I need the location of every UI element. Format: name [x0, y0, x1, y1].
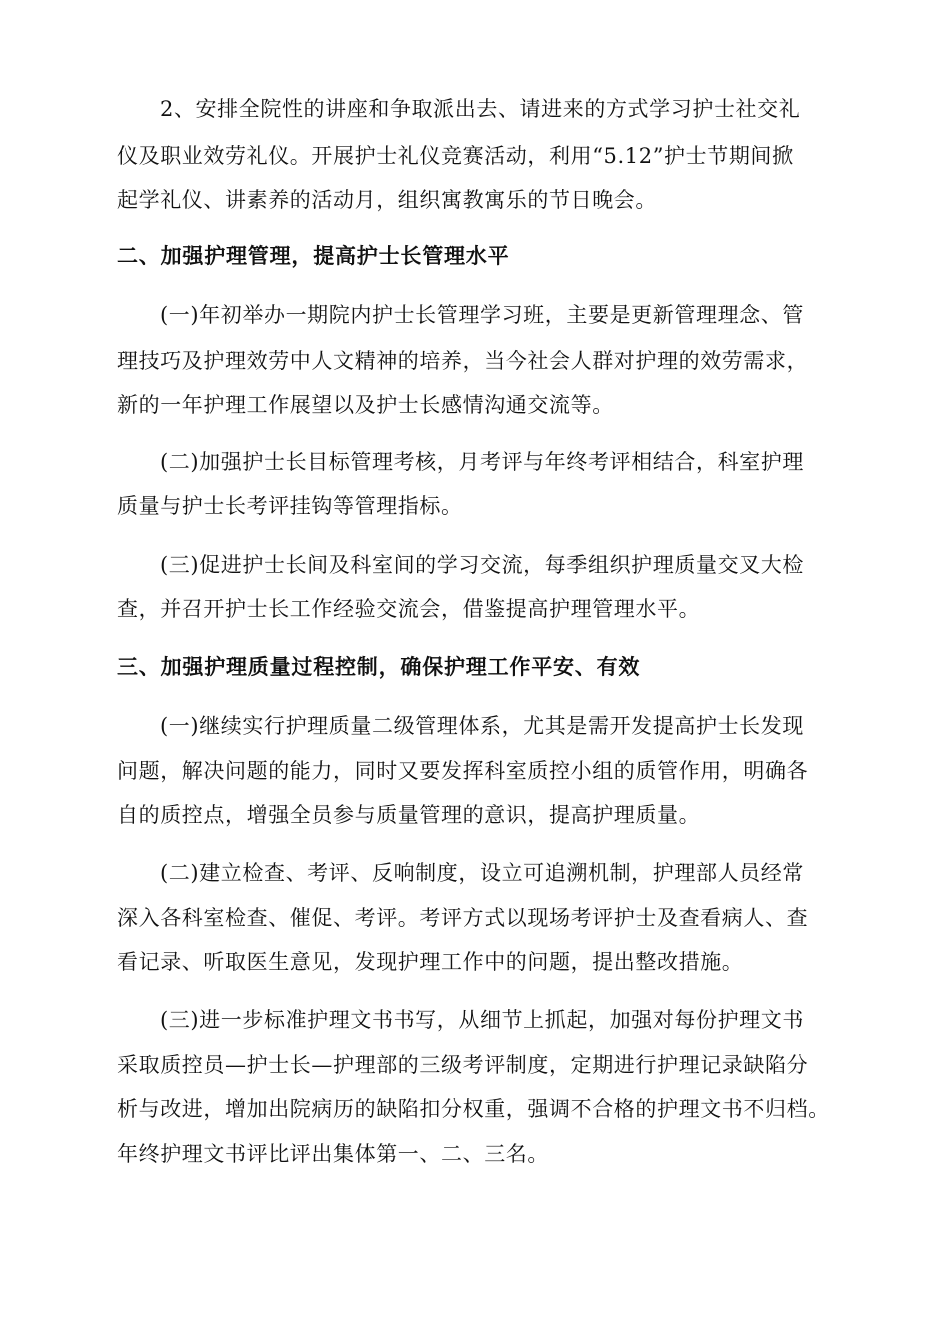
paragraph-line: 问题，解决问题的能力，同时又要发挥科室质控小组的质管作用，明确各 [117, 759, 809, 783]
paragraph-line: 查，并召开护士长工作经验交流会，借鉴提高护理管理水平。 [117, 597, 701, 621]
paragraph-line: (三)促进护士长间及科室间的学习交流，每季组织护理质量交叉大检 [160, 553, 804, 577]
section-heading: 二、加强护理管理，提高护士长管理水平 [117, 244, 510, 268]
paragraph-line: 新的一年护理工作展望以及护士长感情沟通交流等。 [117, 393, 614, 417]
paragraph-line: 自的质控点，增强全员参与质量管理的意识，提高护理质量。 [117, 803, 701, 827]
paragraph-line: 年终护理文书评比评出集体第一、二、三名。 [117, 1142, 549, 1166]
paragraph-line: 质量与护士长考评挂钩等管理指标。 [117, 494, 463, 518]
paragraph-line: (一)继续实行护理质量二级管理体系，尤其是需开发提高护士长发现 [160, 714, 804, 738]
section-heading: 三、加强护理质量过程控制，确保护理工作平安、有效 [117, 655, 641, 679]
paragraph-line: 深入各科室检查、催促、考评。考评方式以现场考评护士及查看病人、查 [117, 906, 809, 930]
paragraph-line: 起学礼仪、讲素养的活动月，组织寓教寓乐的节日晚会。 [117, 188, 657, 212]
paragraph-line: (二)建立检查、考评、反响制度，设立可追溯机制，护理部人员经常 [160, 861, 804, 885]
paragraph-line: (三)进一步标准护理文书书写，从细节上抓起，加强对每份护理文书 [160, 1008, 804, 1032]
paragraph-line: 2、安排全院性的讲座和争取派出去、请进来的方式学习护士社交礼 [160, 97, 801, 121]
paragraph-line: 看记录、听取医生意见，发现护理工作中的问题，提出整改措施。 [117, 950, 744, 974]
paragraph-line: (一)年初举办一期院内护士长管理学习班，主要是更新管理理念、管 [160, 303, 804, 327]
paragraph-line: (二)加强护士长目标管理考核，月考评与年终考评相结合，科室护理 [160, 450, 804, 474]
paragraph-line: 析与改进，增加出院病历的缺陷扣分权重，强调不合格的护理文书不归档。 [117, 1097, 830, 1121]
paragraph-line: 采取质控员—护士长—护理部的三级考评制度，定期进行护理记录缺陷分 [117, 1053, 809, 1077]
paragraph-line: 仪及职业效劳礼仪。开展护士礼仪竞赛活动，利用“5.12”护士节期间掀 [117, 144, 794, 168]
paragraph-line: 理技巧及护理效劳中人文精神的培养，当今社会人群对护理的效劳需求， [117, 349, 809, 373]
